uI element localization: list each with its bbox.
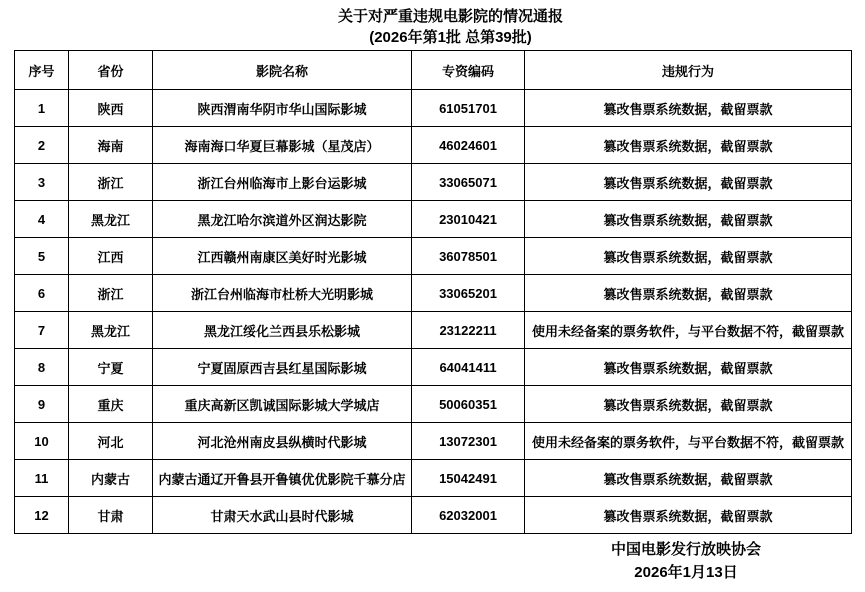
table-cell: 篡改售票系统数据，截留票款 xyxy=(525,460,852,497)
table-cell: 篡改售票系统数据，截留票款 xyxy=(525,164,852,201)
table-cell: 黑龙江 xyxy=(69,201,153,238)
table-cell: 内蒙古 xyxy=(69,460,153,497)
table-cell: 篡改售票系统数据，截留票款 xyxy=(525,497,852,534)
table-cell: 33065201 xyxy=(412,275,525,312)
table-cell: 3 xyxy=(15,164,69,201)
table-cell: 黑龙江 xyxy=(69,312,153,349)
table-row xyxy=(15,312,852,349)
table-cell: 6 xyxy=(15,275,69,312)
table-cell: 篡改售票系统数据，截留票款 xyxy=(525,90,852,127)
table-cell: 甘肃 xyxy=(69,497,153,534)
table-cell: 篡改售票系统数据，截留票款 xyxy=(525,275,852,312)
table-cell: 河北 xyxy=(69,423,153,460)
table-cell: 23010421 xyxy=(412,201,525,238)
table-row xyxy=(15,127,852,164)
table-row xyxy=(15,497,852,534)
table-cell: 陕西 xyxy=(69,90,153,127)
column-header-cinema-name: 影院名称 xyxy=(153,51,412,90)
table-cell: 篡改售票系统数据，截留票款 xyxy=(525,127,852,164)
table-cell: 宁夏 xyxy=(69,349,153,386)
table-cell: 重庆高新区凯诚国际影城大学城店 xyxy=(153,386,412,423)
table-cell: 江西 xyxy=(69,238,153,275)
table-row xyxy=(15,386,852,423)
table-row xyxy=(15,238,852,275)
table-cell: 36078501 xyxy=(412,238,525,275)
table-cell: 浙江台州临海市杜桥大光明影城 xyxy=(153,275,412,312)
table-cell: 黑龙江绥化兰西县乐松影城 xyxy=(153,312,412,349)
table-body xyxy=(15,90,852,534)
table-row xyxy=(15,164,852,201)
table-cell: 黑龙江哈尔滨道外区润达影院 xyxy=(153,201,412,238)
document-subtitle: (2026年第1批 总第39批) xyxy=(369,29,532,46)
column-header-index: 序号 xyxy=(15,51,69,90)
table-cell: 5 xyxy=(15,238,69,275)
issuing-organization: 中国电影发行放映协会 xyxy=(610,541,761,558)
table-cell: 海南海口华夏巨幕影城（星茂店） xyxy=(153,127,412,164)
table-cell: 10 xyxy=(15,423,69,460)
table-cell: 61051701 xyxy=(412,90,525,127)
table-row xyxy=(15,349,852,386)
table-cell: 河北沧州南皮县纵横时代影城 xyxy=(153,423,412,460)
table-cell: 宁夏固原西吉县红星国际影城 xyxy=(153,349,412,386)
table-cell: 篡改售票系统数据，截留票款 xyxy=(525,201,852,238)
table-cell: 62032001 xyxy=(412,497,525,534)
table-cell: 8 xyxy=(15,349,69,386)
column-header-fund-code: 专资编码 xyxy=(412,51,525,90)
table-row xyxy=(15,201,852,238)
table-cell: 15042491 xyxy=(412,460,525,497)
table-cell: 使用未经备案的票务软件，与平台数据不符，截留票款 xyxy=(525,312,852,349)
document-header xyxy=(18,6,865,48)
table-cell: 12 xyxy=(15,497,69,534)
table-cell: 33065071 xyxy=(412,164,525,201)
violation-table xyxy=(14,50,852,534)
table-cell: 64041411 xyxy=(412,349,525,386)
table-cell: 甘肃天水武山县时代影城 xyxy=(153,497,412,534)
table-cell: 2 xyxy=(15,127,69,164)
table-cell: 11 xyxy=(15,460,69,497)
table-cell: 13072301 xyxy=(412,423,525,460)
table-cell: 浙江 xyxy=(69,164,153,201)
table-cell: 江西赣州南康区美好时光影城 xyxy=(153,238,412,275)
table-cell: 50060351 xyxy=(412,386,525,423)
table-cell: 使用未经备案的票务软件，与平台数据不符，截留票款 xyxy=(525,423,852,460)
table-cell: 篡改售票系统数据，截留票款 xyxy=(525,238,852,275)
column-header-violation: 违规行为 xyxy=(525,51,852,90)
table-cell: 海南 xyxy=(69,127,153,164)
table-cell: 浙江台州临海市上影台运影城 xyxy=(153,164,412,201)
table-cell: 内蒙古通辽开鲁县开鲁镇优优影院千慕分店 xyxy=(153,460,412,497)
table-cell: 重庆 xyxy=(69,386,153,423)
table-cell: 浙江 xyxy=(69,275,153,312)
table-cell: 9 xyxy=(15,386,69,423)
table-row xyxy=(15,423,852,460)
document-footer xyxy=(519,538,853,584)
table-cell: 篡改售票系统数据，截留票款 xyxy=(525,386,852,423)
table-header-row xyxy=(15,51,852,90)
table-cell: 7 xyxy=(15,312,69,349)
table-cell: 1 xyxy=(15,90,69,127)
table-cell: 陕西渭南华阴市华山国际影城 xyxy=(153,90,412,127)
issue-date: 2026年1月13日 xyxy=(634,564,738,581)
table-cell: 4 xyxy=(15,201,69,238)
document-title: 关于对严重违规电影院的情况通报 xyxy=(337,8,563,25)
table-cell: 23122211 xyxy=(412,312,525,349)
column-header-province: 省份 xyxy=(69,51,153,90)
table-row xyxy=(15,460,852,497)
table-cell: 篡改售票系统数据，截留票款 xyxy=(525,349,852,386)
table-row xyxy=(15,275,852,312)
table-row xyxy=(15,90,852,127)
table-cell: 46024601 xyxy=(412,127,525,164)
